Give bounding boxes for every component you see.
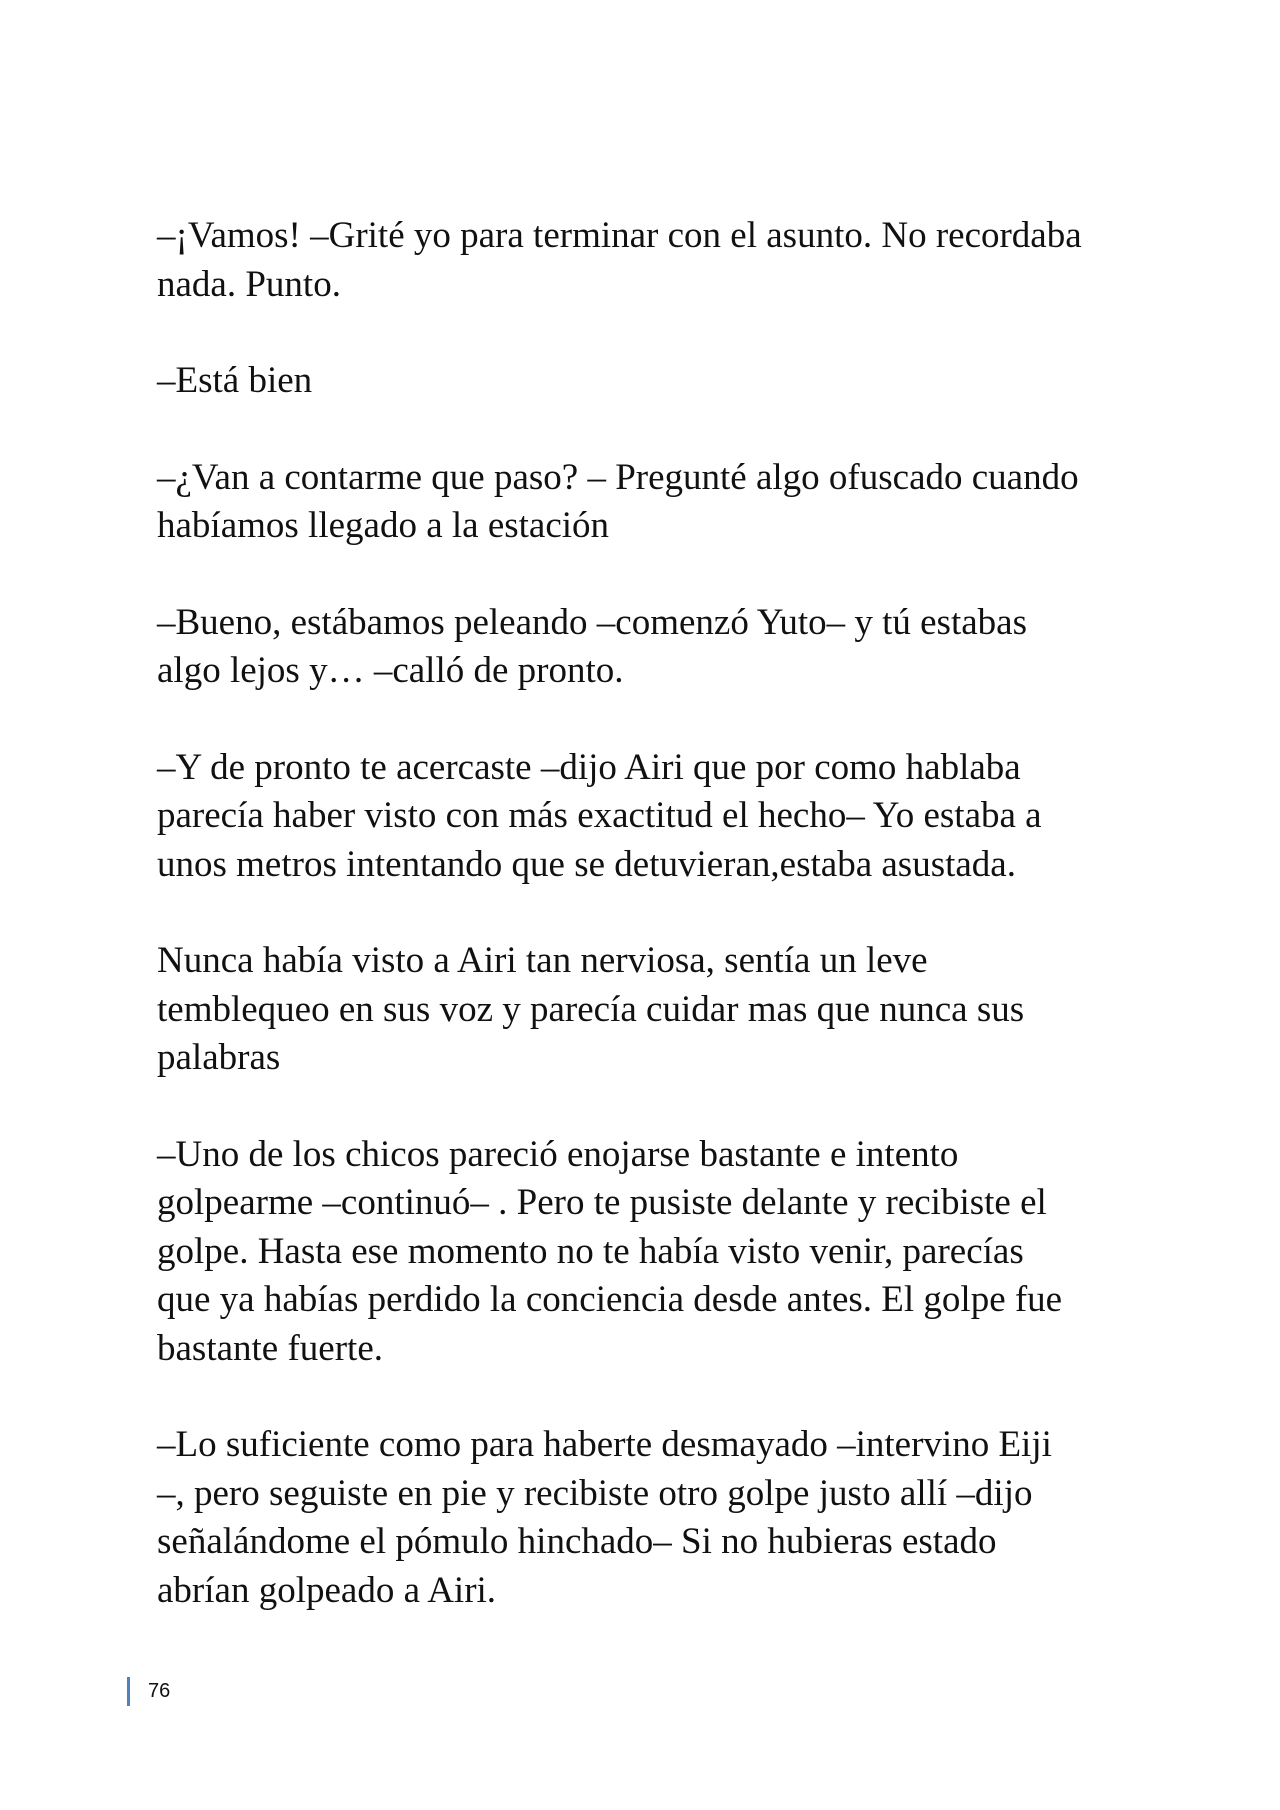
footer-accent-bar <box>127 1677 130 1706</box>
paragraph-1: –¡Vamos! –Grité yo para terminar con el asunto. No recordaba nada. Punto. <box>157 215 1082 305</box>
paragraph-3: –¿Van a contarme que paso? – Pregunté algo ofuscado cuando habíamos llegado a la estación <box>157 456 1079 546</box>
paragraph-2: –Está bien <box>157 360 313 401</box>
page-footer <box>127 1676 170 1706</box>
page-number: 76 <box>148 1679 171 1702</box>
paragraph-4: –Bueno, estábamos peleando –comenzó Yuto– y tú estabas algo lejos y… –calló de pronto. <box>157 601 1027 691</box>
body-text <box>157 212 1157 1663</box>
paragraph-5: –Y de pronto te acercaste –dijo Airi que por como hablaba parecía haber visto con más exactitud el hecho– Yo estaba a unos metros intentando que se detuvieran,estaba asustada. <box>157 746 1042 885</box>
paragraph-7: –Uno de los chicos pareció enojarse bastante e intento golpearme –continuó– . Pero te pusiste delante y recibiste el golpe. Hasta ese momento no te había visto venir, parecías que ya habías perdido la conciencia desde antes. El golpe fue bastante fuerte. <box>157 1133 1063 1369</box>
paragraph-6: Nunca había visto a Airi tan nerviosa, sentía un leve temblequeo en sus voz y parecía cuidar mas que nunca sus palabras <box>157 940 1025 1078</box>
paragraph-8: –Lo suficiente como para haberte desmayado –intervino Eiji –, pero seguiste en pie y recibiste otro golpe justo allí –dijo señalándome el pómulo hinchado– Si no hubieras estado abrían golpeado a Airi. <box>157 1424 1052 1611</box>
